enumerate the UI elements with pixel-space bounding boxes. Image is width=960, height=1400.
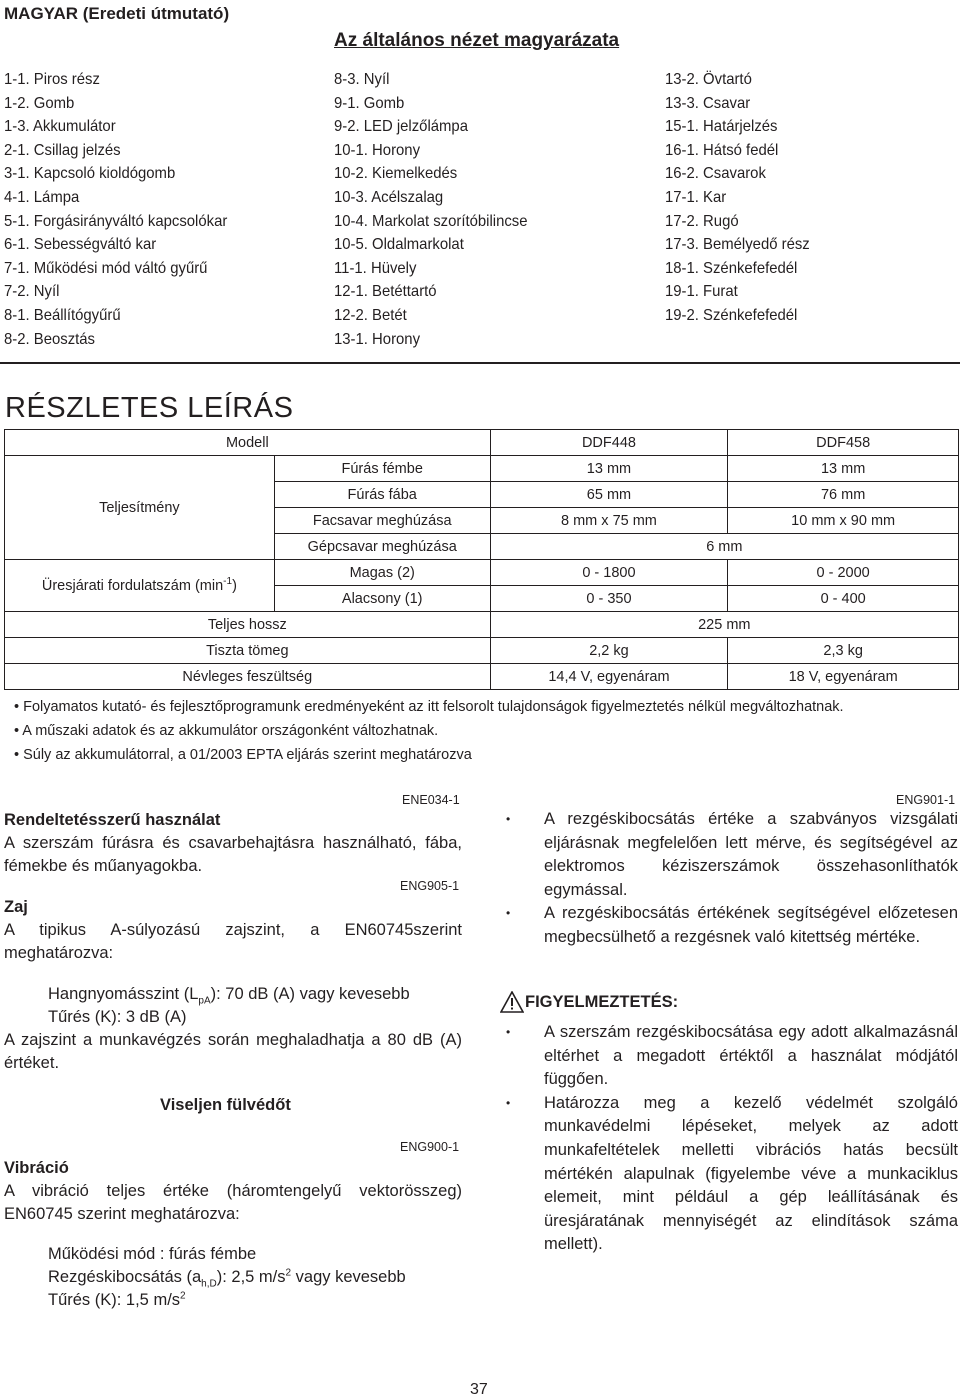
table-group-label: Teljesítmény xyxy=(5,456,275,560)
part-item: 17-3. Bemélyedő rész xyxy=(665,236,810,254)
bullet-text: A szerszám rezgéskibocsátása egy adott alkalmazásnál eltérhet a megadott értéktől a használat módjától függően. xyxy=(544,1023,958,1089)
table-cell: 13 mm xyxy=(490,456,728,482)
vib-em-mid: ): 2,5 m/s xyxy=(216,1268,286,1286)
page-number: 37 xyxy=(470,1381,488,1398)
vibration-block xyxy=(4,1157,462,1226)
doc-code: ENG905-1 xyxy=(400,879,460,893)
vibration-mode: Működési mód : fúrás fémbe xyxy=(48,1245,257,1263)
sound-pressure-level xyxy=(4,983,462,1006)
part-item: 17-2. Rugó xyxy=(665,212,739,230)
note-item: • Folyamatos kutató- és fejlesztőprogramunk eredményeként az itt felsorolt tulajdonságok figyelmeztetés nélkül megváltozhatnak. xyxy=(14,699,844,715)
intended-use-title: Rendeltetésszerű használat xyxy=(4,811,221,829)
table-row xyxy=(5,638,959,664)
table-cell: 2,3 kg xyxy=(728,638,959,664)
section-divider xyxy=(0,362,960,364)
bullet: • xyxy=(506,906,511,921)
vib-em-sub: h,D xyxy=(201,1278,217,1290)
vibration-notes xyxy=(500,808,958,950)
table-row xyxy=(5,456,959,482)
part-item: 11-1. Hüvely xyxy=(334,259,417,277)
part-item: 18-1. Szénkefefedél xyxy=(665,259,798,277)
table-cell: 0 - 1800 xyxy=(490,560,728,586)
vibration-title: Vibráció xyxy=(4,1159,69,1177)
table-cell: 0 - 400 xyxy=(728,586,959,612)
table-cell: 65 mm xyxy=(490,482,728,508)
vibration-emission xyxy=(4,1266,462,1289)
part-item: 8-3. Nyíl xyxy=(334,71,390,88)
bullet-text: Határozza meg a kezelő védelmét szolgáló munkavédelmi lépéseket, melyek az adott munkafeltételek melletti vibrációs hatás becsült mértékén alapulnak (figyelembe véve a munkaciklus elemeit, mint például a gép leállításának és üresjáratának mennyiségét az elindítások száma mellett). xyxy=(544,1093,958,1254)
part-item: 5-1. Forgásirányváltó kapcsolókar xyxy=(4,212,228,230)
part-item: 19-1. Furat xyxy=(665,283,738,301)
note-item: • Súly az akkumulátorral, a 01/2003 EPTA eljárás szerint meghatározva xyxy=(14,747,472,763)
bullet: • xyxy=(506,812,511,826)
part-item: 1-2. Gomb xyxy=(4,94,75,112)
bullet: • xyxy=(506,1025,511,1039)
table-row xyxy=(5,430,959,456)
part-item: 7-1. Működési mód váltó gyűrű xyxy=(4,259,208,277)
part-item: 13-3. Csavar xyxy=(665,94,751,112)
intended-use-block xyxy=(4,809,462,878)
table-row xyxy=(5,664,959,690)
spl-pre: Hangnyomásszint (L xyxy=(48,985,199,1003)
table-cell: 8 mm x 75 mm xyxy=(490,508,728,534)
specifications-table xyxy=(4,429,959,690)
spl-uncertainty: Tűrés (K): 3 dB (A) xyxy=(48,1008,187,1026)
noise-values xyxy=(4,983,462,1075)
table-row-label: Tiszta tömeg xyxy=(5,638,491,664)
part-item: 3-1. Kapcsoló kioldógomb xyxy=(4,165,176,183)
ear-protection-warning: Viseljen fülvédőt xyxy=(160,1096,291,1114)
doc-code: ENE034-1 xyxy=(402,793,460,807)
table-cell: 0 - 350 xyxy=(490,586,728,612)
spec-notes xyxy=(14,695,844,767)
table-cell: 6 mm xyxy=(490,534,958,560)
table-row-label: Fúrás fémbe xyxy=(274,456,490,482)
table-cell: 10 mm x 90 mm xyxy=(728,508,959,534)
table-row-label: Névleges feszültség xyxy=(5,664,491,690)
part-item: 6-1. Sebességváltó kar xyxy=(4,236,157,254)
table-header-cell: DDF458 xyxy=(728,430,959,456)
spl-post: ): 70 dB (A) vagy kevesebb xyxy=(210,985,410,1003)
part-item: 16-1. Hátsó fedél xyxy=(665,141,779,159)
vib-em-pre: Rezgéskibocsátás (a xyxy=(48,1268,202,1286)
noise-block xyxy=(4,896,462,965)
part-item: 10-3. Acélszalag xyxy=(334,188,444,206)
table-row xyxy=(5,612,959,638)
table-row-label: Alacsony (1) xyxy=(274,586,490,612)
table-cell: 225 mm xyxy=(490,612,958,638)
intended-use-text: A szerszám fúrásra és csavarbehajtásra használható, fába, fémekbe és műanyagokba. xyxy=(4,834,462,875)
noload-label: Üresjárati fordulatszám (min xyxy=(41,577,224,594)
list-item xyxy=(500,1092,958,1257)
part-item: 7-2. Nyíl xyxy=(4,283,60,301)
overview-title: Az általános nézet magyarázata xyxy=(334,30,620,51)
part-item: 2-1. Csillag jelzés xyxy=(4,141,121,159)
part-item: 15-1. Határjelzés xyxy=(665,118,778,136)
table-cell: 0 - 2000 xyxy=(728,560,959,586)
warning-notes xyxy=(500,1021,958,1257)
warning-title: FIGYELMEZTETÉS: xyxy=(525,992,679,1011)
table-cell: 14,4 V, egyenáram xyxy=(490,664,728,690)
vibration-values xyxy=(4,1243,462,1312)
noload-close: ) xyxy=(232,577,237,594)
table-group-label-noload xyxy=(5,560,275,612)
doc-code: ENG901-1 xyxy=(896,793,956,807)
vib-em-sup: 2 xyxy=(285,1267,292,1279)
warning-heading xyxy=(500,991,678,1013)
part-item: 19-2. Szénkefefedél xyxy=(665,306,798,324)
doc-code: ENG900-1 xyxy=(400,1140,460,1154)
part-item: 12-2. Betét xyxy=(334,306,407,324)
table-row-label: Magas (2) xyxy=(274,560,490,586)
part-item: 17-1. Kar xyxy=(665,188,727,206)
bullet: • xyxy=(506,1095,511,1110)
part-item: 13-1. Horony xyxy=(334,330,421,348)
part-item: 8-2. Beosztás xyxy=(4,330,95,348)
spl-sub: pA xyxy=(198,995,211,1007)
section-title: RÉSZLETES LEÍRÁS xyxy=(5,392,294,424)
part-item: 12-1. Betéttartó xyxy=(334,283,437,301)
table-row-label: Fúrás fába xyxy=(274,482,490,508)
list-item xyxy=(500,902,958,949)
language-heading: MAGYAR (Eredeti útmutató) xyxy=(4,4,230,23)
parts-list-col1 xyxy=(4,68,227,351)
table-row-label: Facsavar meghúzása xyxy=(274,508,490,534)
part-item: 9-1. Gomb xyxy=(334,94,405,112)
vib-k-sup: 2 xyxy=(180,1290,186,1302)
table-header-cell: DDF448 xyxy=(490,430,728,456)
table-cell: 76 mm xyxy=(728,482,959,508)
noise-text: A tipikus A-súlyozású zajszint, a EN60745szerint meghatározva: xyxy=(4,921,462,962)
table-row xyxy=(5,560,959,586)
noise-title: Zaj xyxy=(4,898,28,916)
list-item xyxy=(500,808,958,902)
part-item: 13-2. Övtartó xyxy=(665,71,752,88)
part-item: 10-1. Horony xyxy=(334,141,421,159)
table-row-label: Gépcsavar meghúzása xyxy=(274,534,490,560)
table-header-model: Modell xyxy=(5,430,491,456)
vib-em-post: vagy kevesebb xyxy=(291,1268,406,1286)
part-item: 10-5. Oldalmarkolat xyxy=(334,236,464,254)
part-item: 4-1. Lámpa xyxy=(4,188,80,206)
noise-exceed-text: A zajszint a munkavégzés során meghaladhatja a 80 dB (A) értéket. xyxy=(4,1031,462,1072)
table-cell: 2,2 kg xyxy=(490,638,728,664)
part-item: 16-2. Csavarok xyxy=(665,165,766,183)
parts-list-col2 xyxy=(334,68,528,351)
note-item: • A műszaki adatok és az akkumulátor országonként változhatnak. xyxy=(14,723,439,739)
list-item xyxy=(500,1021,958,1092)
bullet-text: A rezgéskibocsátás értéke a szabványos vizsgálati eljárásnak megfelelően lett mérve, és segítségével az elektromos kéziszerszámok összehasonlíthatók egymással. xyxy=(544,810,958,899)
bullet-text: A rezgéskibocsátás értékének segítségével előzetesen megbecsülhető a rezgésnek való kitettség mértéke. xyxy=(544,904,958,946)
part-item: 1-3. Akkumulátor xyxy=(4,118,116,136)
vibration-uncertainty xyxy=(4,1289,462,1312)
parts-list-col3 xyxy=(665,68,810,328)
vibration-text: A vibráció teljes értéke (háromtengelyű vektorösszeg) EN60745 szerint meghatározva: xyxy=(4,1182,462,1223)
table-row-label: Teljes hossz xyxy=(5,612,491,638)
table-cell: 13 mm xyxy=(728,456,959,482)
table-cell: 18 V, egyenáram xyxy=(728,664,959,690)
warning-triangle-icon xyxy=(500,991,524,1013)
part-item: 9-2. LED jelzőlámpa xyxy=(334,118,468,136)
part-item: 10-4. Markolat szorítóbilincse xyxy=(334,212,528,230)
vib-k-pre: Tűrés (K): 1,5 m/s xyxy=(48,1291,181,1309)
part-item: 10-2. Kiemelkedés xyxy=(334,165,458,183)
part-item: 8-1. Beállítógyűrű xyxy=(4,306,121,324)
noload-superscript: -1 xyxy=(223,575,233,587)
part-item: 1-1. Piros rész xyxy=(4,71,100,88)
